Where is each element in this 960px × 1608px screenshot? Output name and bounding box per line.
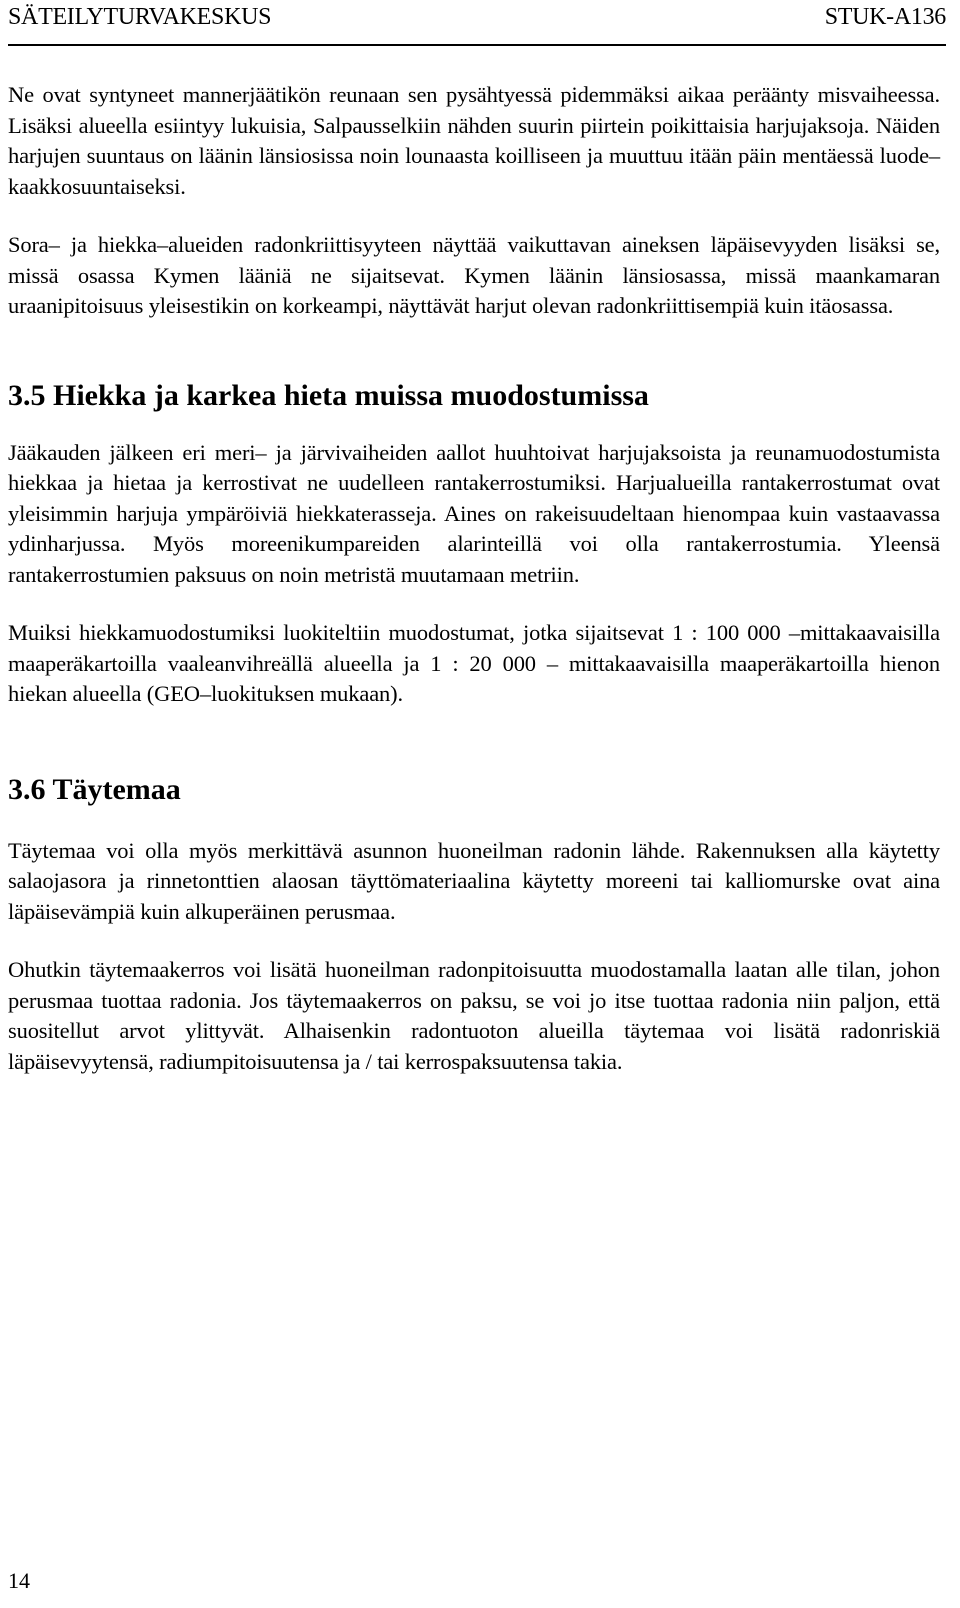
document-body (8, 80, 940, 1077)
header-divider (8, 44, 946, 46)
paragraph-fill-soil: Täytemaa voi olla myös merkittävä asunnon huoneilman radonin lähde. Rakennuksen alla käytetty salaojasora ja rinnetonttien alaosan täyttömateriaalina käytetty moreeni tai kalliomurske ovat aina läpäisevämpiä kuin alkuperäinen perusmaa. (8, 837, 940, 924)
paragraph-fill-layer: Ohutkin täytemaakerros voi lisätä huoneilman radonpitoisuutta muodostamalla laatan alle tilan, johon perusmaa tuottaa radonia. Jos täytemaakerros on paksu, se voi jo itse tuottaa radonia niin paljon, että suositellut arvot ylittyvät. Alhaisenkin radontuoton alueilla täytemaa voi lisätä radonriskiä läpäisevyytensä, radiumpitoisuutensa ja / tai kerrospaksuutensa takia. (8, 957, 940, 1074)
paragraph-radon-criticality: Sora– ja hiekka–alueiden radonkriittisyyteen näyttää vaikuttavan aineksen läpäisevyyden lisäksi se, missä osassa Kymen lääniä ne sijaitsevat. Kymen läänin länsiosassa, missä maankamaran uraanipitoisuus yleisestikin on korkeampi, näyttävät harjut olevan radonkriittisempiä kuin itäosassa. (8, 232, 940, 318)
paragraph-other-sand: Muiksi hiekkamuodostumiksi luokiteltiin muodostumat, jotka sijaitsevat 1 : 100 000 –mittakaavaisilla maaperäkartoilla vaaleanvihreällä alueella ja 1 : 20 000 – mittakaavaisilla maaperäkartoilla hienon hiekan alueella (GEO–luokituksen mukaan). (8, 620, 940, 706)
section-heading-3-5: 3.5 Hiekka ja karkea hieta muissa muodostumissa (8, 378, 649, 412)
page-header (8, 4, 946, 44)
page-number: 14 (8, 1568, 30, 1593)
report-id-label: STUK-A136 (824, 4, 946, 30)
publisher-label: SÄTEILYTURVAKESKUS (8, 4, 272, 30)
paragraph-eskers: Ne ovat syntyneet mannerjäätikön reunaan sen pysähtyessä pidemmäksi aikaa peräänty misvaiheessa. Lisäksi alueella esiintyy lukuisia, Salpausselkiin nähden suurin piirtein poikittaisia harjujaksoja. Näiden harjujen suuntaus on läänin länsiosissa noin lounaasta koilliseen ja muuttuu itään päin mentäessä luode–kaakkosuuntaiseksi. (8, 82, 940, 199)
paragraph-shore-deposits: Jääkauden jälkeen eri meri– ja järvivaiheiden aallot huuhtoivat harjujaksoista ja reunamuodostumista hiekkaa ja hietaa ja kerrostivat ne uudelleen rantakerrostumiksi. Harjualueilla rantakerrostumat ovat yleisimmin harjuja ympäröiviä hiekkaterasseja. Aines on rakeisuudeltaan hienompaa kuin vastaavassa ydinharjussa. Myös moreenikumpareiden alarinteillä voi olla rantakerrostumia. Yleensä rantakerrostumien paksuus on noin metristä muutamaan metriin. (8, 439, 940, 587)
section-heading-3-6: 3.6 Täytemaa (8, 772, 181, 806)
